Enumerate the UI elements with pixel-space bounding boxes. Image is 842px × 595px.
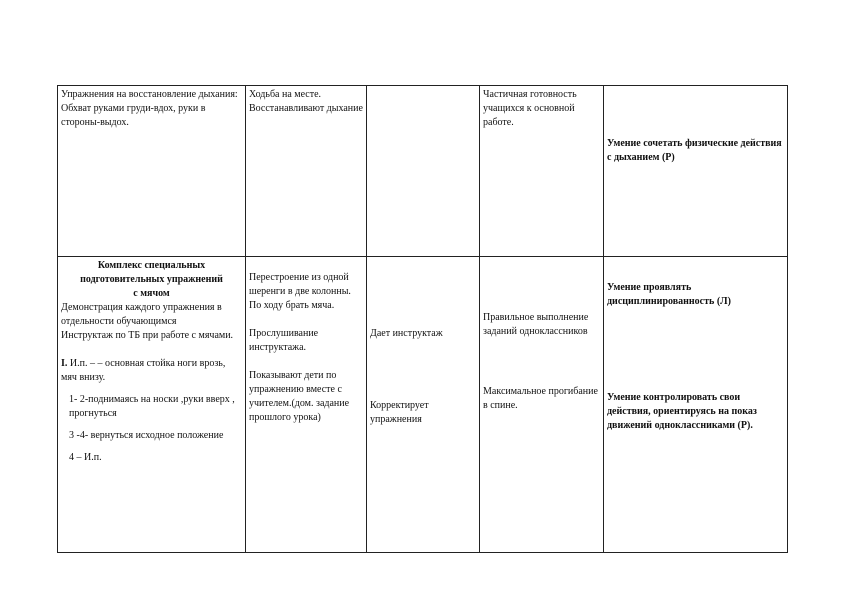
cell-text: Максимальное прогибание в спине. <box>483 386 598 411</box>
cell-exercise <box>58 86 246 257</box>
step-3: 3 -4- вернуться исходное положение <box>69 430 224 441</box>
table-row <box>58 257 788 553</box>
cell-skills <box>604 86 788 257</box>
step-2: 1- 2-поднимаясь на носки ,руки вверх , прогнуться <box>69 394 235 419</box>
cell-text: Перестроение из одной шеренги в две колонны. По ходу брать мяча. <box>249 272 351 311</box>
cell-expected-result <box>480 86 604 257</box>
cell-text: Упражнения на восстановление дыхания: Обхват руками груди-вдох, руки в стороны-выдох. <box>61 89 238 128</box>
section-heading: Комплекс специальных подготовительных упражнений <box>80 260 223 285</box>
cell-skills <box>604 257 788 553</box>
cell-student-activity <box>246 86 367 257</box>
demo-text: Демонстрация каждого упражнения в отдельности обучающимся <box>61 302 222 327</box>
cell-text: Правильное выполнение заданий одноклассников <box>483 312 589 337</box>
cell-teacher-activity <box>367 86 480 257</box>
instructor-text: Инструктаж по ТБ при работе с мячами. <box>61 330 234 341</box>
cell-exercise <box>58 257 246 553</box>
cell-text: Корректирует упражнения <box>370 400 429 425</box>
cell-text: Показывают дети по упражнению вместе с учителем.(дом. задание прошлого урока) <box>249 370 350 423</box>
step-1-number: I. <box>61 358 68 369</box>
cell-text: Умение контролировать свои действия, ориентируясь на показ движений одноклассниками (Р). <box>607 392 757 431</box>
table-row <box>58 86 788 257</box>
cell-teacher-activity <box>367 257 480 553</box>
cell-student-activity <box>246 257 367 553</box>
cell-text: Дает инструктаж <box>370 328 443 339</box>
cell-text: Прослушивание инструктажа. <box>249 328 319 353</box>
step-1 <box>61 357 242 385</box>
cell-text: Частичная готовность учащихся к основной работе. <box>483 89 577 128</box>
cell-expected-result <box>480 257 604 553</box>
cell-text: Умение проявлять дисциплинированность (Л) <box>607 282 731 307</box>
step-1-text: И.п. – – основная стойка ноги врозь, мяч внизу. <box>61 358 226 383</box>
step-4: 4 – И.п. <box>69 452 102 463</box>
cell-text: Ходьба на месте. Восстанавливают дыхание <box>249 89 363 114</box>
cell-text: Умение сочетать физические действия с дыханием (Р) <box>607 138 782 163</box>
section-heading-sub: с мячом <box>133 288 170 299</box>
lesson-table <box>57 85 788 553</box>
